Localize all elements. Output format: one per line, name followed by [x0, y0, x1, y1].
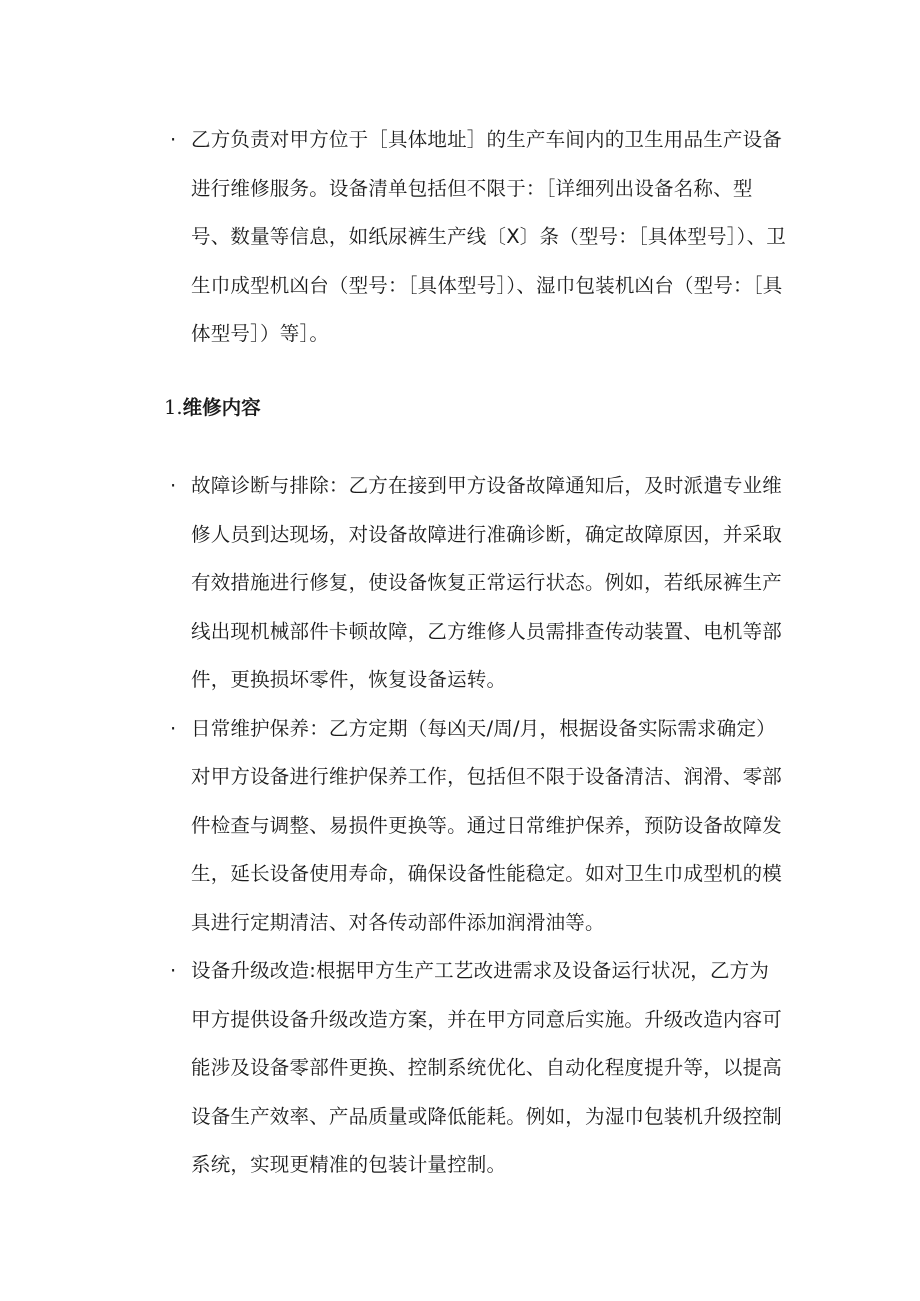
- list-item-text: 设备升级改造:根据甲方生产工艺改进需求及设备运行状况，乙方为甲方提供设备升级改造方案，并在甲方同意后实施。升级改造内容可能涉及设备零部件更换、控制系统优化、自动化程度提升等，以提高设备生产效率、产品质量或降低能耗。例如，为湿巾包装机升级控制系统，实现更精准的包装计量控制。: [191, 959, 783, 1176]
- bullet-dot: ·: [170, 716, 177, 740]
- section-number: 1.: [164, 396, 183, 419]
- list-item-daily-maintenance: [168, 705, 788, 948]
- bullet-dot: ·: [170, 474, 177, 497]
- intro-text: 乙方负责对甲方位于［具体地址］的生产车间内的卫生用品生产设备进行维修服务。设备清单包括但不限于：［详细列出设备名称、型号、数量等信息，如纸尿裤生产线〔X〕条（型号：［具体型号］）、卫生巾成型机凶台（型号：［具体型号］）、湿巾包装机凶台（型号：［具体型号］）等］。: [191, 128, 787, 345]
- list-item-text: 故障诊断与排除：乙方在接到甲方设备故障通知后，及时派遣专业维修人员到达现场，对设备故障进行准确诊断，确定故障原因，并采取有效措施进行修复，使设备恢复正常运行状态。例如，若纸尿裤生产线出现机械部件卡顿故障，乙方维修人员需排查传动装置、电机等部件，更换损坏零件，恢复设备运转。: [191, 474, 783, 691]
- maintenance-content-list: [168, 462, 788, 1190]
- bullet-dot: ·: [170, 959, 177, 982]
- list-item-equipment-upgrade: [168, 947, 788, 1190]
- bullet-dot: ·: [170, 128, 177, 151]
- list-item-fault-diagnosis: [168, 462, 788, 705]
- section-heading: [164, 390, 261, 426]
- intro-paragraph: [168, 116, 788, 359]
- list-item-text: 日常维护保养：乙方定期（每凶天/周/月，根据设备实际需求确定）对甲方设备进行维护保养工作，包括但不限于设备清洁、润滑、零部件检查与调整、易损件更换等。通过日常维护保养，预防设备故障发生，延长设备使用寿命，确保设备性能稳定。如对卫生巾成型机的模具进行定期清洁、对各传动部件添加润滑油等。: [191, 716, 783, 934]
- section-title: 维修内容: [182, 396, 261, 419]
- intro-bullet-item: [168, 116, 788, 359]
